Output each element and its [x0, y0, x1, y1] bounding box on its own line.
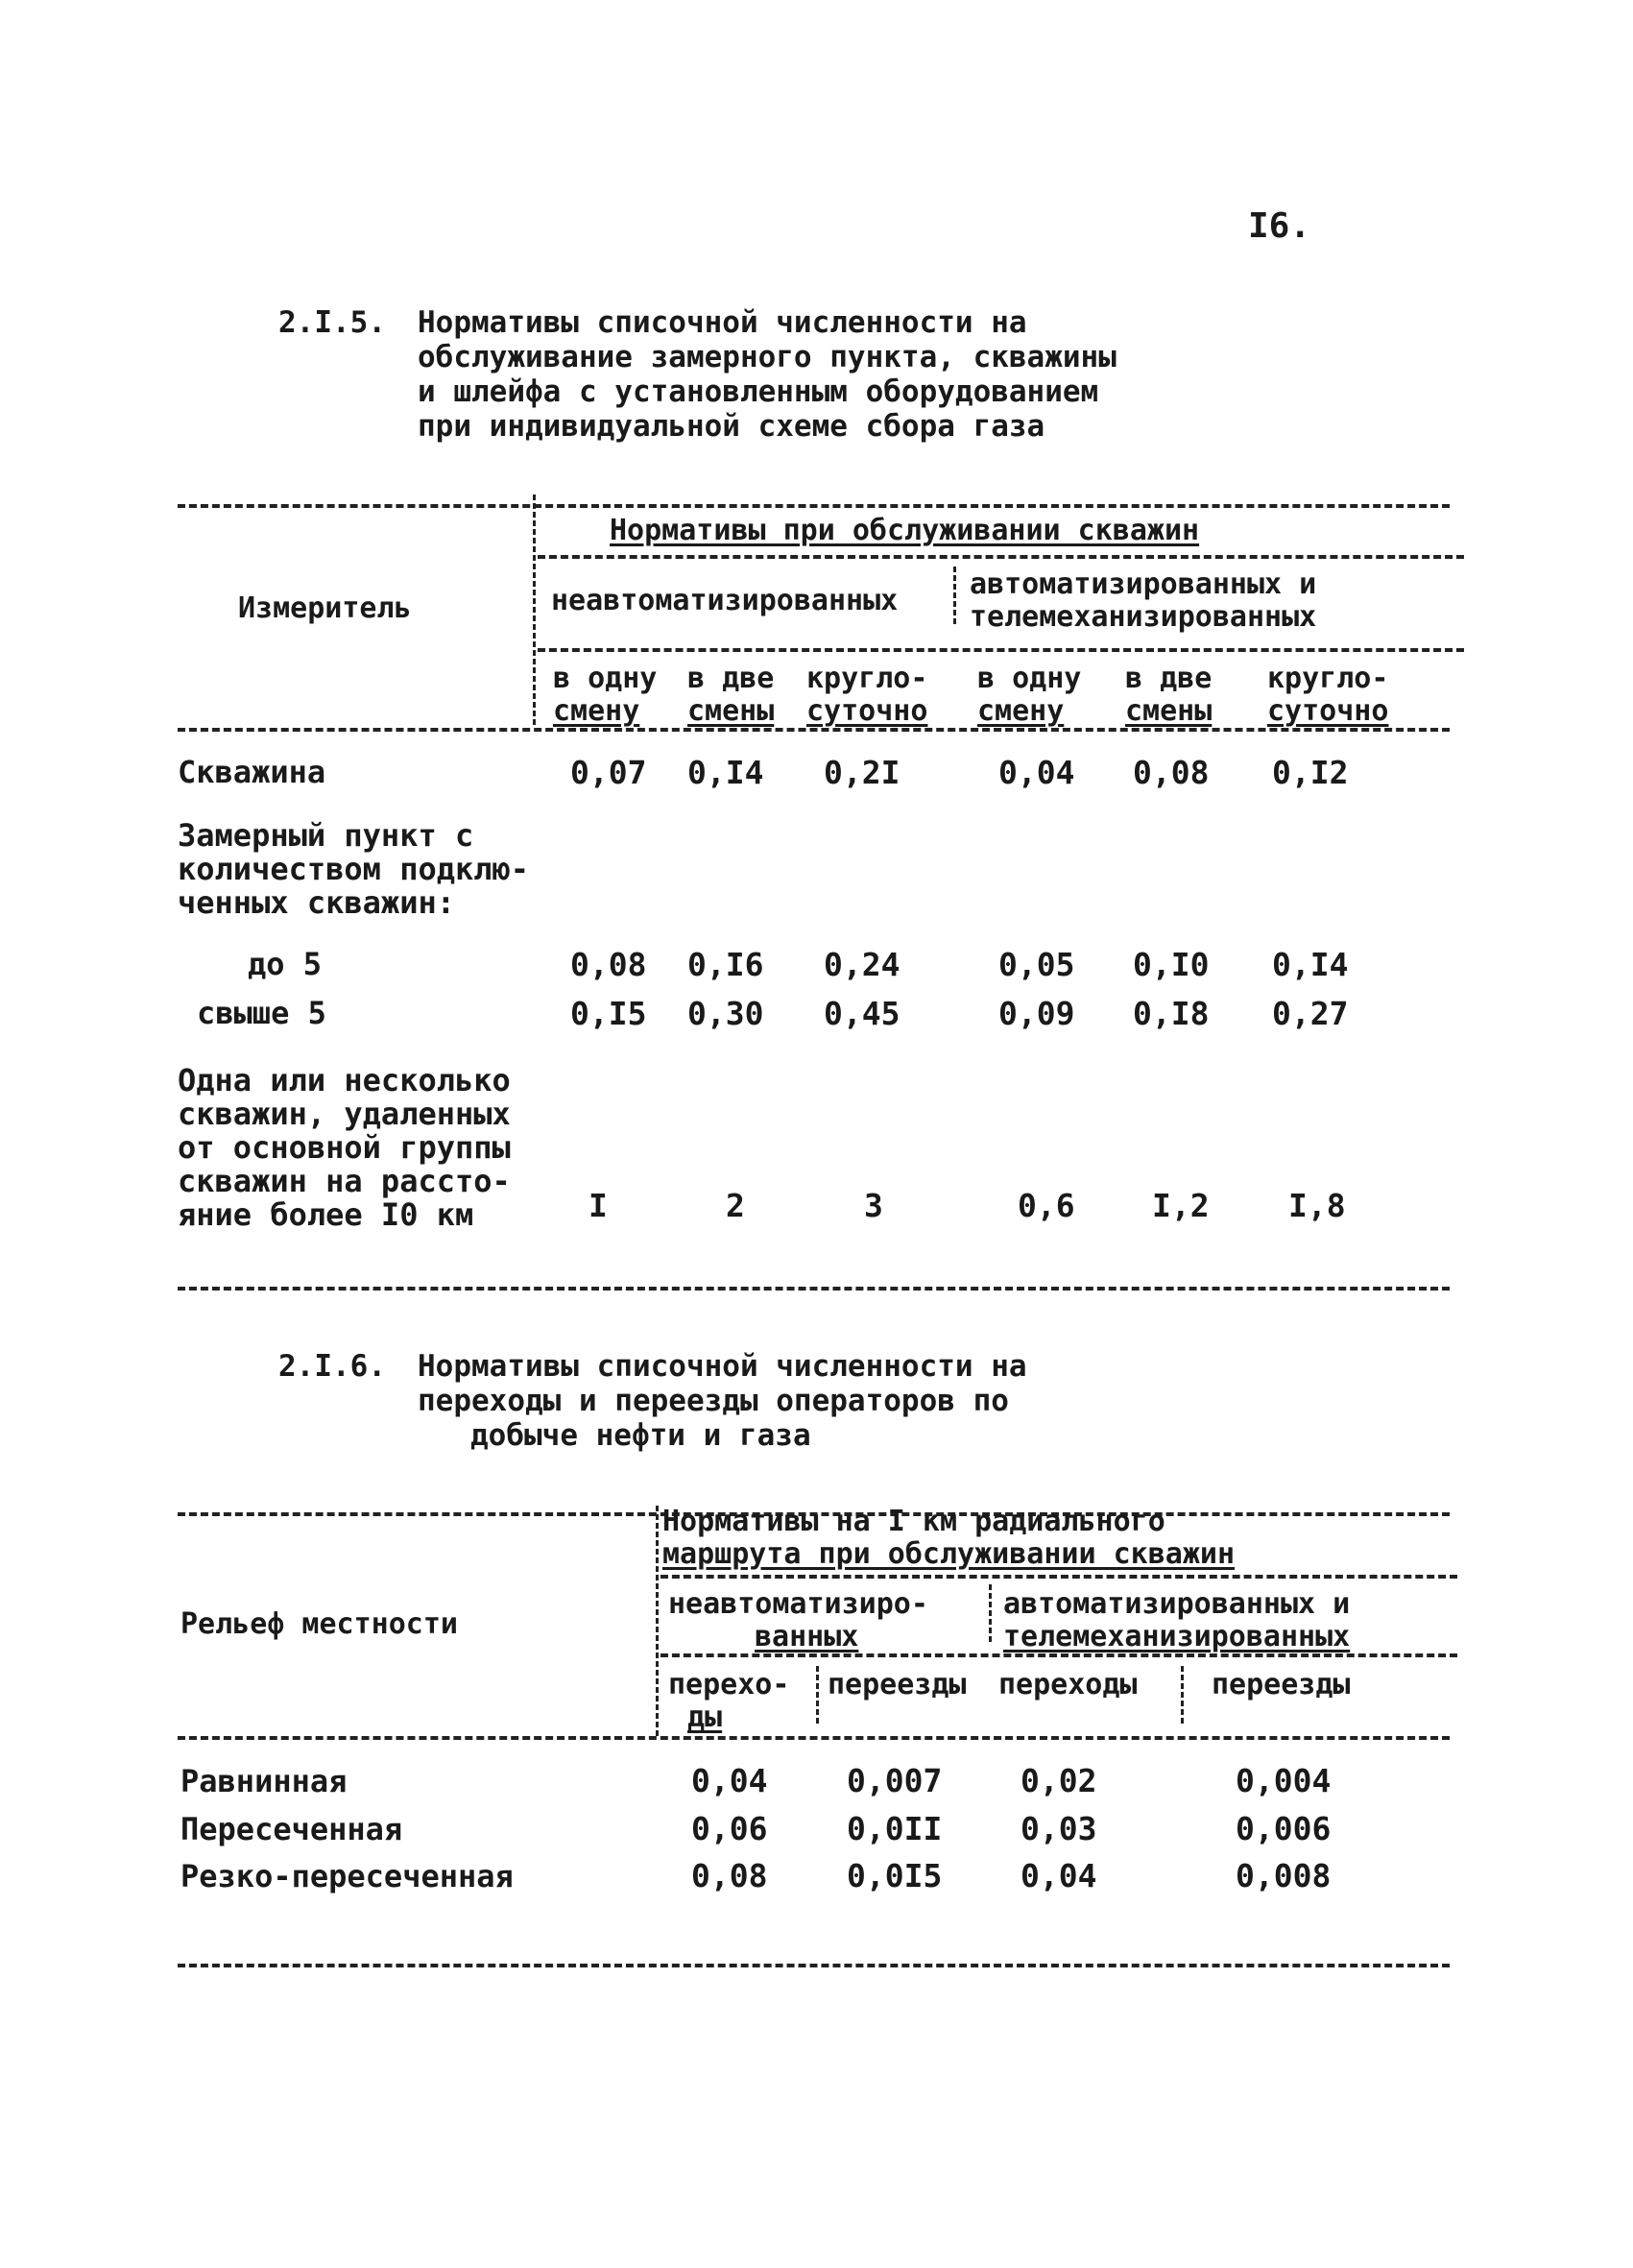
- col-header-line: в одну: [977, 662, 1082, 695]
- table-1-measure-header: Измеритель: [238, 591, 412, 625]
- table-1-group-rule: [538, 555, 1464, 559]
- table-1-col-header: [553, 663, 657, 728]
- table-1-cell: 0,2I: [824, 754, 901, 791]
- table-2-cell-divider: [1181, 1666, 1184, 1724]
- table-2-col-header: переезды: [828, 1668, 967, 1701]
- table-1-col-header: [1125, 663, 1212, 728]
- table-1-row-label: Скважина: [178, 754, 326, 790]
- col-header-line: смены: [1125, 694, 1213, 728]
- section-2-title-line: добыче нефти и газа: [470, 1418, 811, 1453]
- table-1-cell: 0,05: [998, 946, 1075, 983]
- table-2-cell: 0,006: [1236, 1810, 1332, 1847]
- col-header-line: суточно: [1267, 694, 1389, 728]
- table-2-cell-divider: [816, 1666, 819, 1724]
- table-1-row-label: до 5: [248, 946, 323, 982]
- table-2-sub-header-left-line: ванных: [755, 1620, 859, 1653]
- table-2-column-divider: [656, 1506, 659, 1736]
- table-2-col-header: переходы: [998, 1668, 1138, 1701]
- row-label-line: количеством подклю-: [178, 851, 530, 887]
- table-1-cell: I: [588, 1187, 608, 1224]
- table-1-sub-header-left: неавтоматизированных: [551, 584, 899, 617]
- table-2-row-label: Резко-пересеченная: [180, 1858, 514, 1894]
- table-2-row-label: Пересеченная: [180, 1811, 403, 1847]
- table-2-group-header-line: Нормативы на I км радиального: [662, 1505, 1165, 1538]
- page-number: I6.: [1248, 206, 1311, 246]
- table-2-cell: 0,004: [1236, 1762, 1332, 1799]
- table-2-sub-header-right: [1003, 1588, 1350, 1653]
- section-1-title-line: обслуживание замерного пункта, скважины: [418, 340, 1117, 374]
- table-2-relief-header: Рельеф местности: [180, 1607, 458, 1641]
- table-1-cell: I,8: [1288, 1187, 1346, 1224]
- table-1-col-header: [1267, 663, 1388, 728]
- table-1-cell: 0,24: [824, 946, 901, 983]
- table-1-cell: 0,6: [1018, 1187, 1075, 1224]
- section-1-title: [418, 305, 1117, 444]
- col-header-line: кругло-: [806, 662, 928, 695]
- table-2-cell: 0,02: [1021, 1762, 1097, 1799]
- section-2-title-line: переходы и переезды операторов по: [418, 1384, 1009, 1418]
- col-header-line: смены: [687, 694, 775, 728]
- table-1-cell: 0,08: [570, 946, 647, 983]
- row-label-line: Одна или несколько: [178, 1062, 511, 1098]
- table-2-group-header: [662, 1506, 1235, 1571]
- table-1-cell: 0,I4: [1272, 946, 1349, 983]
- col-header-line: в две: [1125, 662, 1213, 695]
- table-1-cell: 0,I0: [1133, 946, 1210, 983]
- table-1-cell: 3: [864, 1187, 883, 1224]
- table-1-top-rule: [178, 504, 1450, 508]
- table-1-column-divider: [533, 495, 536, 725]
- table-2-sub-divider: [989, 1584, 992, 1642]
- table-1-cell: 0,45: [824, 995, 901, 1032]
- table-1-cell: 0,09: [998, 995, 1075, 1032]
- table-2-cell: 0,007: [847, 1762, 943, 1799]
- table-1-row-label: свыше 5: [197, 995, 326, 1031]
- table-2-sub-header-right-line: автоматизированных и: [1003, 1587, 1351, 1621]
- table-1-cell: I,2: [1152, 1187, 1210, 1224]
- table-2-cell: 0,04: [691, 1762, 768, 1799]
- table-2-cell: 0,0I5: [847, 1857, 943, 1894]
- table-2-sub-header-left-line: неавтоматизиро-: [668, 1587, 928, 1621]
- table-2-group-header-line: маршрута при обслуживании скважин: [662, 1537, 1236, 1571]
- col-header-line: суточно: [806, 694, 928, 728]
- table-1-sub-header-right-line: телемеханизированных: [970, 600, 1317, 634]
- section-2-number: 2.I.6.: [278, 1349, 386, 1384]
- col-header-line: смену: [977, 694, 1065, 728]
- table-1-sub-header-right: [970, 568, 1316, 634]
- table-2-row-label: Равнинная: [180, 1763, 348, 1799]
- table-1-cell: 0,30: [687, 995, 764, 1032]
- table-1-cell: 0,04: [998, 754, 1075, 791]
- table-1-sub-header-right-line: автоматизированных и: [970, 567, 1317, 601]
- table-1-cell: 0,I2: [1272, 754, 1349, 791]
- row-label-line: ченных скважин:: [178, 884, 455, 921]
- table-1-group-header: Нормативы при обслуживании скважин: [610, 514, 1200, 547]
- row-label-line: скважин, удаленных: [178, 1096, 511, 1132]
- section-2-title-line: Нормативы списочной численности на: [418, 1349, 1027, 1384]
- table-1-col-header: [977, 663, 1081, 728]
- table-1-cell: 0,I6: [687, 946, 764, 983]
- table-2-sub-rule: [660, 1653, 1457, 1657]
- table-2-cell: 0,008: [1236, 1857, 1332, 1894]
- row-label-line: Замерный пункт с: [178, 817, 474, 854]
- table-1-cell: 0,07: [570, 754, 647, 791]
- table-2-sub-header-left: [668, 1588, 928, 1653]
- table-1-row-label: [178, 1064, 511, 1232]
- col-header-line: смену: [553, 694, 640, 728]
- col-header-line: ды: [687, 1701, 723, 1734]
- table-1-bottom-rule: [178, 1287, 1450, 1291]
- table-1-cell: 0,I8: [1133, 995, 1210, 1032]
- table-2-col-header: [668, 1669, 789, 1734]
- table-1-row-label: [178, 819, 529, 920]
- col-header-line: перехо-: [668, 1668, 790, 1701]
- table-1-cell: 2: [726, 1187, 745, 1224]
- table-1-cell: 0,I5: [570, 995, 647, 1032]
- table-2-group-rule: [660, 1575, 1457, 1579]
- table-2-bottom-rule: [178, 1964, 1450, 1967]
- table-1-col-header: [806, 663, 927, 728]
- col-header-line: в одну: [553, 662, 658, 695]
- table-2-cell: 0,0II: [847, 1810, 943, 1847]
- row-label-line: скважин на рассто-: [178, 1163, 511, 1199]
- table-2-cell: 0,04: [1021, 1857, 1097, 1894]
- table-1-cell: 0,I4: [687, 754, 764, 791]
- section-2-title: [418, 1349, 1027, 1453]
- section-1-number: 2.I.5.: [278, 305, 386, 340]
- table-2-cell: 0,08: [691, 1857, 768, 1894]
- table-1-col-header: [687, 663, 774, 728]
- table-2-col-header: переезды: [1212, 1668, 1351, 1701]
- table-1-cell: 0,08: [1133, 754, 1210, 791]
- col-header-line: в две: [687, 662, 775, 695]
- row-label-line: яние более I0 км: [178, 1196, 474, 1233]
- row-label-line: от основной группы: [178, 1129, 511, 1166]
- table-1-header-bottom-rule: [178, 728, 1450, 732]
- table-2-cell: 0,03: [1021, 1810, 1097, 1847]
- table-2-sub-header-right-line: телемеханизированных: [1003, 1620, 1351, 1653]
- col-header-line: кругло-: [1267, 662, 1389, 695]
- table-2-cell: 0,06: [691, 1810, 768, 1847]
- table-1-sub-rule: [538, 648, 1464, 652]
- section-1-title-line: и шлейфа с установленным оборудованием: [418, 374, 1099, 409]
- table-1-sub-divider: [953, 567, 956, 624]
- section-1-title-line: при индивидуальной схеме сбора газа: [418, 409, 1045, 444]
- table-2-header-bottom-rule: [178, 1736, 1450, 1740]
- section-1-title-line: Нормативы списочной численности на: [418, 305, 1027, 340]
- table-1-cell: 0,27: [1272, 995, 1349, 1032]
